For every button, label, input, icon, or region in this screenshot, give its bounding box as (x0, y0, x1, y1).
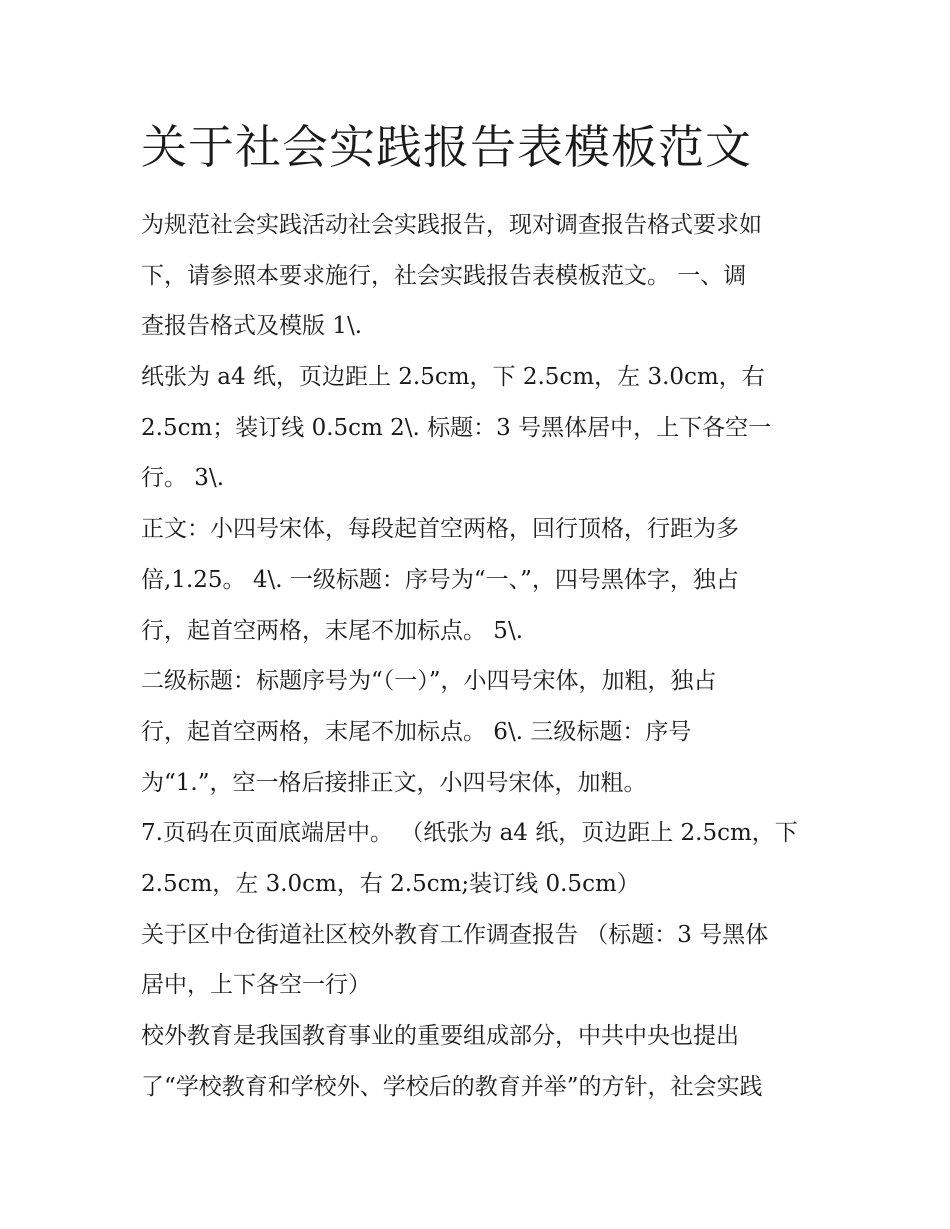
text-line: 行，起首空两格，末尾不加标点。 6\. 三级标题：序号 (141, 718, 692, 745)
text-line: 为规范社会实践活动社会实践报告，现对调查报告格式要求如 (141, 212, 762, 238)
text-line: 关于区中仓街道社区校外教育工作调查报告 （标题：3 号黑体 (141, 921, 769, 948)
text-line: 校外教育是我国教育事业的重要组成部分，中共中央也提出 (141, 1023, 739, 1049)
document-title: 关于社会实践报告表模板范文 (141, 120, 752, 174)
text-line: 了“学校教育和学校外、学校后的教育并举”的方针，社会实践 (141, 1073, 763, 1100)
document-body (141, 116, 816, 1112)
text-line: 查报告格式及模版 1\. (141, 313, 363, 340)
text-line: 7.页码在页面底端居中。 （纸张为 a4 纸，页边距上 2.5cm，下 (141, 820, 798, 847)
text-line: 2.5cm，左 3.0cm，右 2.5cm;装订线 0.5cm） (141, 870, 640, 897)
text-line: 为“1.”，空一格后接排正文，小四号宋体，加粗。 (141, 769, 647, 796)
text-line: 2.5cm；装订线 0.5cm 2\. 标题：3 号黑体居中，上下各空一 (141, 414, 772, 441)
text-line: 居中，上下各空一行） (141, 972, 371, 999)
text-line: 正文：小四号宋体，每段起首空两格，回行顶格，行距为多 (141, 516, 739, 543)
text-line: 行，起首空两格，末尾不加标点。 5\. (141, 617, 524, 644)
text-line: 行。 3\. (141, 465, 225, 492)
text-line: 下，请参照本要求施行，社会实践报告表模板范文。 一、调 (141, 262, 747, 289)
text-line: 二级标题：标题序号为“（一）”，小四号宋体，加粗，独占 (141, 668, 717, 695)
text-line: 倍,1.25。 4\. 一级标题：序号为“一、”，四号黑体字，独占 (141, 566, 739, 593)
text-line: 纸张为 a4 纸，页边距上 2.5cm，下 2.5cm，左 3.0cm，右 (141, 364, 765, 391)
